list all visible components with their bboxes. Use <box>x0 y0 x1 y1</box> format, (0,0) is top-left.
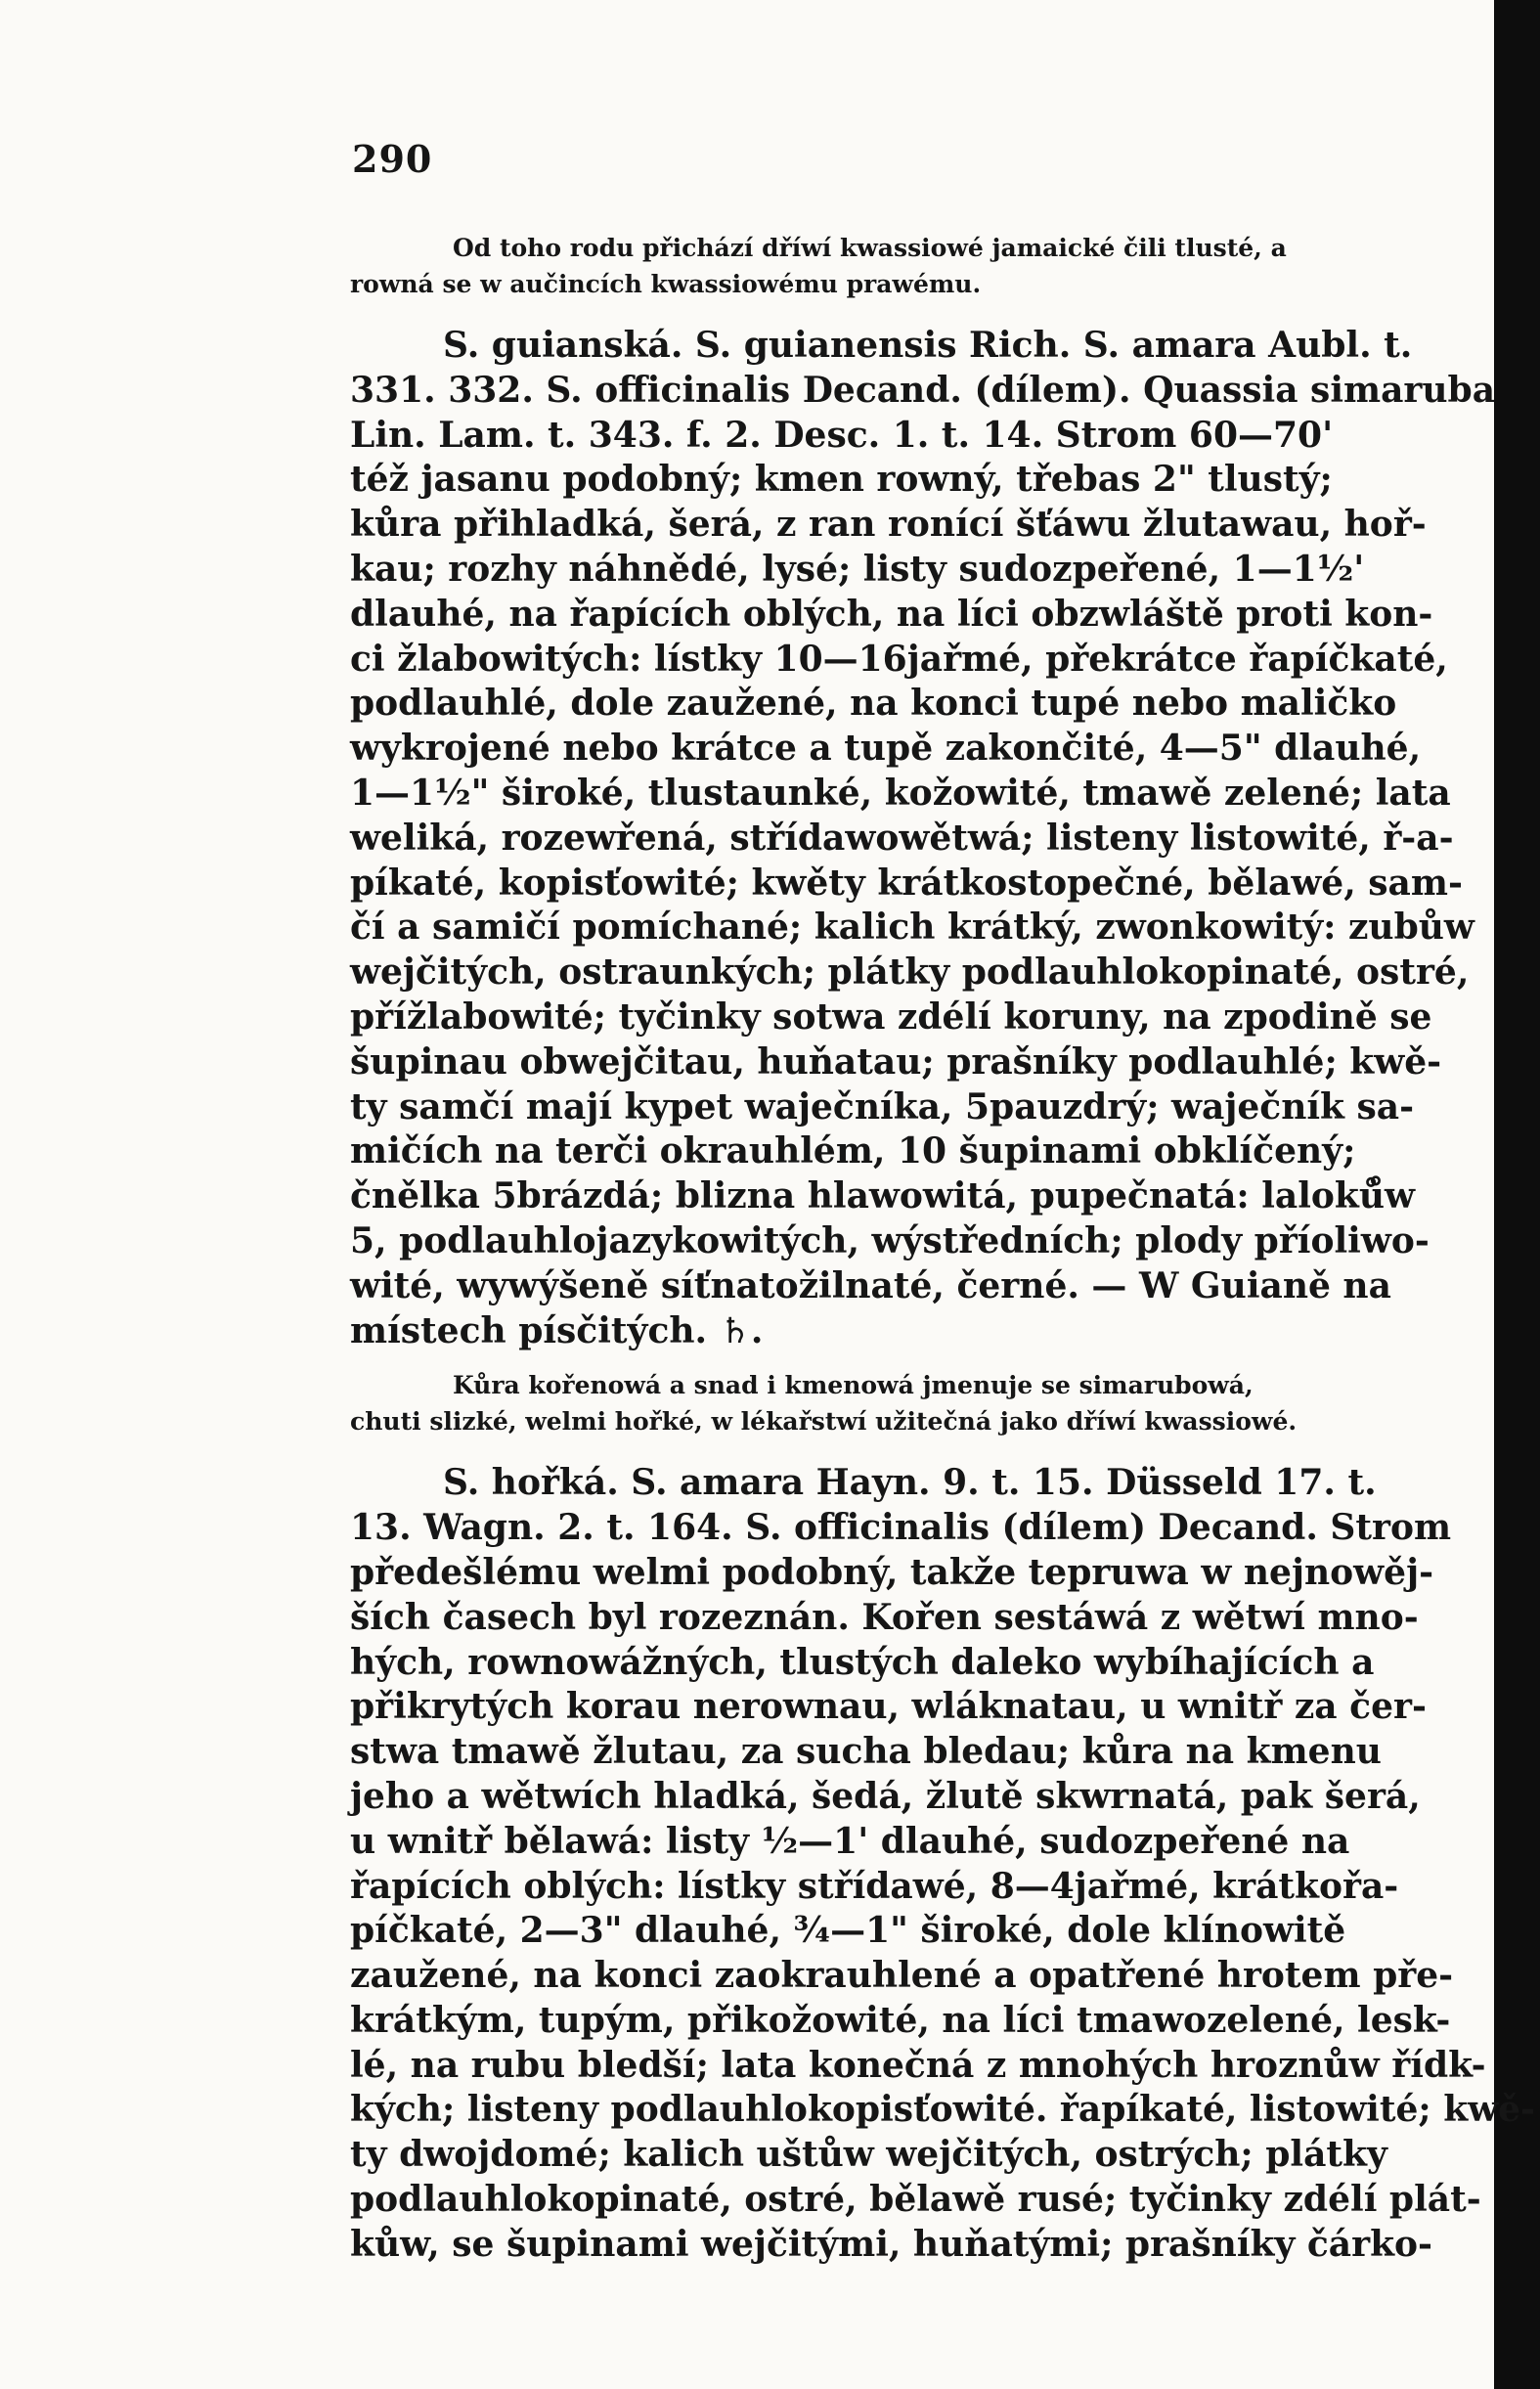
text-line: Lin. Lam. t. 343. f. 2. Desc. 1. t. 14. Strom 60—70' <box>350 414 1334 456</box>
text-line: weliká, rozewřená, střídawowětwá; listeny listowité, ř-a- <box>350 817 1454 859</box>
text-line: šupinau obwejčitau, huňatau; prašníky podlauhlé; kwě- <box>350 1040 1442 1083</box>
text-line: kůw, se šupinami wejčitými, huňatými; prašníky čárko- <box>350 2223 1432 2265</box>
text-line: Od toho rodu přichází dříwí kwassiowé jamaické čili tlusté, a <box>453 234 1287 262</box>
text-line: jeho a wětwích hladká, šedá, žlutě skwrnatá, pak šerá, <box>350 1775 1421 1817</box>
text-line: kých; listeny podlauhlokopisťowité. řapíkaté, listowité; kwě- <box>350 2089 1535 2131</box>
text-line: řapících oblých: lístky střídawé, 8—4jařmé, krátkořa- <box>350 1865 1399 1907</box>
text-line: wykrojené nebo krátce a tupě zakončité, 4—5" dlauhé, <box>350 728 1422 770</box>
text-line: píkaté, kopisťowité; kwěty krátkostopečné, bělawé, sam- <box>350 862 1463 904</box>
text-line: podlauhlé, dole zaužené, na konci tupé nebo maličko <box>350 683 1397 725</box>
text-line: zaužené, na konci zaokrauhlené a opatřené hrotem pře- <box>350 1955 1454 1997</box>
text-line: ších časech byl rozeznán. Kořen sestáwá z wětwí mno- <box>350 1596 1419 1638</box>
text-line: krátkým, tupým, přikožowité, na líci tmawozelené, lesk- <box>350 1999 1451 2041</box>
text-line: wejčitých, ostraunkých; plátky podlauhlokopinaté, ostré, <box>350 951 1470 994</box>
text-line: 5, podlauhlojazykowitých, wýstředních; plody příoliwo- <box>350 1219 1430 1261</box>
text-line: stwa tmawě žlutau, za sucha bledau; kůra na kmenu <box>350 1731 1382 1773</box>
text-line: čnělka 5brázdá; blizna hlawowitá, pupečnatá: laloků̊w <box>350 1175 1416 1217</box>
text-line: předešlému welmi podobný, takže tepruwa w nejnowěj- <box>350 1551 1434 1593</box>
text-line: ty samčí mají kypet waječníka, 5pauzdrý; waječník sa- <box>350 1085 1415 1128</box>
text-line: píčkaté, 2—3" dlauhé, ¾—1" široké, dole klínowitě <box>350 1910 1346 1952</box>
text-line: chuti slizké, welmi hořké, w lékařstwí užitečná jako dříwí kwassiowé. <box>350 1407 1298 1437</box>
text-line: místech písčitých. ♄. <box>350 1309 764 1351</box>
text-line: též jasanu podobný; kmen rowný, třebas 2" tlustý; <box>350 459 1333 501</box>
text-line: kůra přihladká, šerá, z ran ronící šťáwu žlutawau, hoř- <box>350 504 1427 546</box>
text-line: 13. Wagn. 2. t. 164. S. officinalis (dílem) Decand. Strom <box>350 1507 1452 1549</box>
text-line: wité, wywýšeně síťnatožilnaté, černé. — W Guianě na <box>350 1264 1391 1306</box>
paragraph-4 <box>350 1461 1535 2267</box>
text-line: přížlabowité; tyčinky sotwa zdélí koruny, na zpodině se <box>350 995 1432 1038</box>
text-line: lé, na rubu bledší; lata konečná z mnohých hroznůw řídk- <box>350 2044 1486 2086</box>
text-line: rowná se w aučincích kwassiowému prawému. <box>350 270 982 298</box>
text-line: u wnitř bělawá: listy ½—1' dlauhé, sudozpeřené na <box>350 1820 1350 1862</box>
text-line: S. guianská. S. guianensis Rich. S. amara Aubl. t. <box>443 325 1413 366</box>
text-line: dlauhé, na řapících oblých, na líci obzwláště proti kon- <box>350 593 1433 635</box>
text-line: podlauhlokopinaté, ostré, bělawě rusé; tyčinky zdélí plát- <box>350 2179 1481 2221</box>
text-line: kau; rozhy náhnědé, lysé; listy sudozpeřené, 1—1½' <box>350 548 1365 590</box>
text-line: Kůra kořenowá a snad i kmenowá jmenuje se simarubowá, <box>453 1371 1254 1400</box>
text-line: S. hořká. S. amara Hayn. 9. t. 15. Düsseld 17. t. <box>443 1462 1377 1504</box>
text-line: mičích na terči okrauhlém, 10 šupinami obklíčený; <box>350 1130 1356 1172</box>
text-line: 331. 332. S. officinalis Decand. (dílem). Quassia simaruba <box>350 369 1496 411</box>
paragraph-3 <box>350 1367 1416 1439</box>
text-line: ty dwojdomé; kalich uštůw wejčitých, ostrých; plátky <box>350 2134 1387 2176</box>
text-body <box>350 230 1535 2268</box>
paragraph-1 <box>350 230 1416 302</box>
text-line: hých, rownowážných, tlustých daleko wybíhajících a <box>350 1641 1375 1683</box>
text-line: 1—1½" široké, tlustaunké, kožowité, tmawě zelené; lata <box>350 772 1451 814</box>
text-line: přikrytých korau nerownau, wláknatau, u wnitř za čer- <box>350 1686 1427 1728</box>
page-content <box>350 137 1535 2268</box>
paragraph-2 <box>350 324 1496 1353</box>
page-number: 290 <box>352 137 433 181</box>
text-line: ci žlabowitých: lístky 10—16jařmé, překrátce řapíčkaté, <box>350 638 1448 680</box>
text-line: čí a samičí pomíchané; kalich krátký, zwonkowitý: zubůw <box>350 907 1474 949</box>
